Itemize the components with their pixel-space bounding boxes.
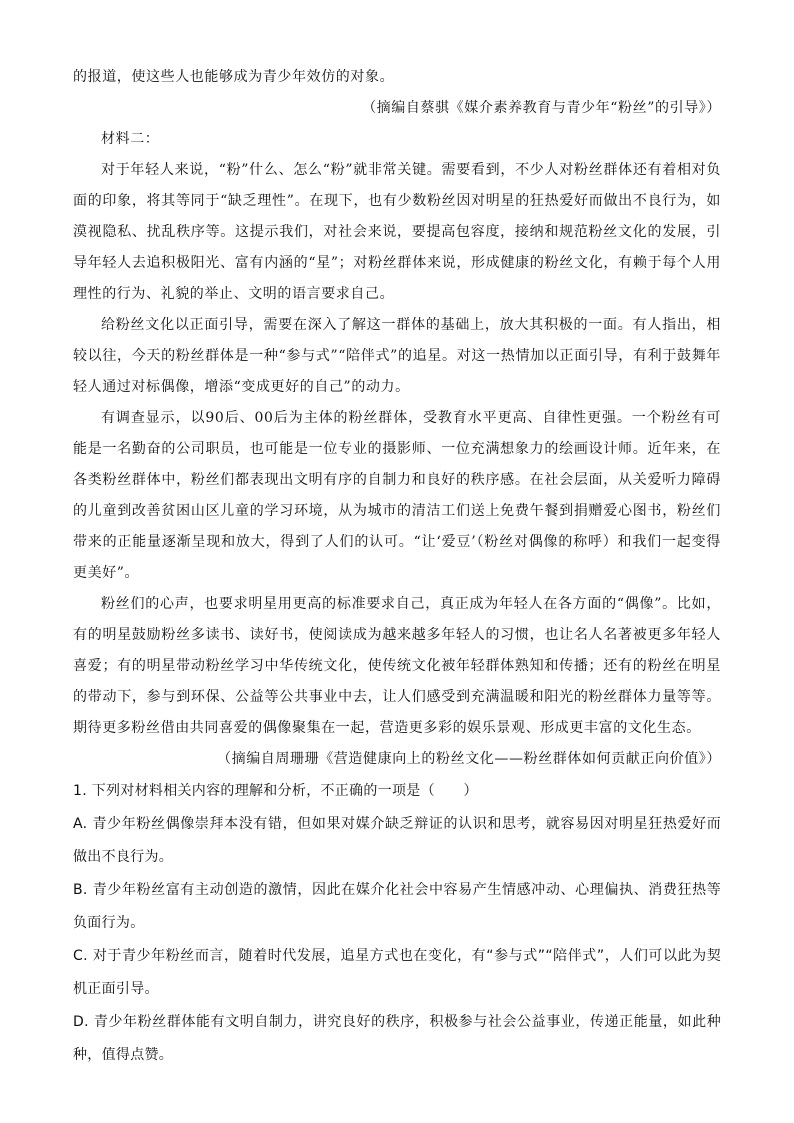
material2-heading: 材料二： xyxy=(101,131,160,147)
option-a: A. 青少年粉丝偶像崇拜本没有错，但如果对媒介缺乏辩证的认识和思考，就容易因对明星狂热爱好而做出不良行为。 xyxy=(73,816,721,865)
option-d: D. 青少年粉丝群体能有文明自制力，讲究良好的秩序，积极参与社会公益事业，传递正能量，如此种种，值得点赞。 xyxy=(73,1014,721,1063)
option-c: C. 对于青少年粉丝而言，随着时代发展，追星方式也在变化，有“参与式”“陪伴式”，人们可以此为契机正面引导。 xyxy=(73,948,721,997)
material2-paragraph-1: 对于年轻人来说，“粉”什么、怎么“粉”就非常关键。需要看到，不少人对粉丝群体还有着相对负面的印象，将其等同于“缺乏理性”。在现下，也有少数粉丝因对明星的狂热爱好而做出不良行为，如漠视隐私、扰乱秩序等。这提示我们，对社会来说，要提高包容度，接纳和规范粉丝文化的发展，引导年轻人去追积极阳光、富有内涵的“星”；对粉丝群体来说，形成健康的粉丝文化，有赖于每个人用理性的行为、礼貌的举止、文明的语言要求自己。 xyxy=(73,162,721,302)
question-block xyxy=(73,775,721,1072)
question-stem: 1. 下列对材料相关内容的理解和分析，不正确的一项是（ ） xyxy=(73,783,478,799)
source-citation-1: （摘编自蔡骐《媒介素养教育与青少年“粉丝”的引导》） xyxy=(362,100,721,116)
document-page xyxy=(73,62,721,1072)
material2-paragraph-4: 粉丝们的心声，也要求明星用更高的标准要求自己，真正成为年轻人在各方面的“偶像”。比如，有的明星鼓励粉丝多读书、读好书，使阅读成为越来越多年轻人的习惯，也让名人名著被更多年轻人喜爱；有的明星带动粉丝学习中华传统文化，使传统文化被年轻群体熟知和传播；还有的粉丝在明星的带动下，参与到环保、公益等公共事业中去，让人们感受到充满温暖和阳光的粉丝群体力量等等。期待更多粉丝借由共同喜爱的偶像聚集在一起，营造更多彩的娱乐景观、形成更丰富的文化生态。 xyxy=(73,596,721,736)
option-b: B. 青少年粉丝富有主动创造的激情，因此在媒介化社会中容易产生情感冲动、心理偏执、消费狂热等负面行为。 xyxy=(73,882,721,931)
material2-paragraph-2: 给粉丝文化以正面引导，需要在深入了解这一群体的基础上，放大其积极的一面。有人指出，相较以往，今天的粉丝群体是一种“参与式”“陪伴式”的追星。对这一热情加以正面引导，有利于鼓舞年轻人通过对标偶像，增添“变成更好的自己”的动力。 xyxy=(73,317,721,395)
material1-tail: 的报道，使这些人也能够成为青少年效仿的对象。 xyxy=(73,69,395,85)
source-citation-2: （摘编自周珊珊《营造健康向上的粉丝文化——粉丝群体如何贡献正向价值》） xyxy=(217,751,721,767)
material2-paragraph-3: 有调查显示，以90后、00后为主体的粉丝群体，受教育水平更高、自律性更强。一个粉丝有可能是一名勤奋的公司职员，也可能是一位专业的摄影师、一位充满想象力的绘画设计师。近年来，在各类粉丝群体中，粉丝们都表现出文明有序的自制力和良好的秩序感。在社会层面，从关爱听力障碍的儿童到改善贫困山区儿童的学习环境，从为城市的清洁工们送上免费午餐到捐赠爱心图书，粉丝们带来的正能量逐渐呈现和放大，得到了人们的认可。“让‘爱豆’（粉丝对偶像的称呼）和我们一起变得更美好”。 xyxy=(73,410,721,581)
